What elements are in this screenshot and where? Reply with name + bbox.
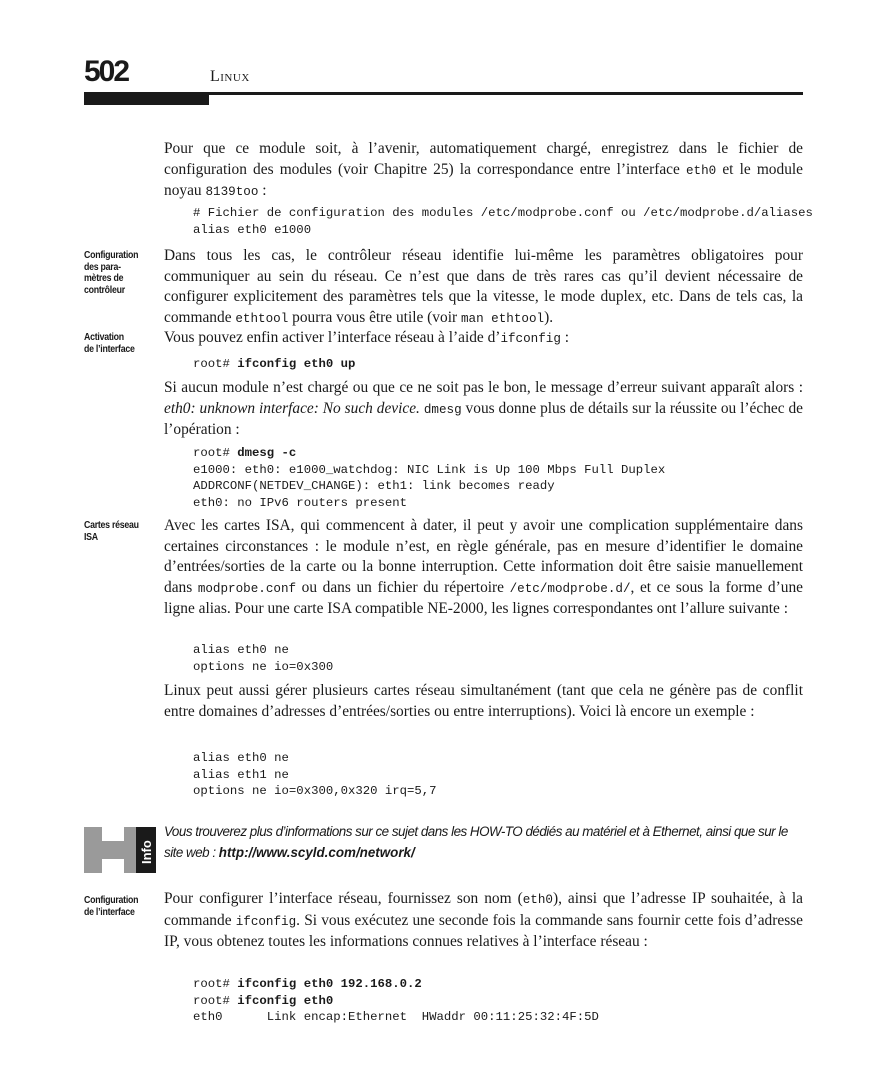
text-run: ), ainsi que l’adresse IP souhaitée, à la commande: [164, 890, 803, 929]
code-line: eth0: no IPv6 routers present: [193, 495, 408, 510]
shell-command: dmesg -c: [237, 446, 297, 460]
code-line: eth0 Link encap:Ethernet HWaddr 00:11:25:32:4F:5D: [193, 1010, 599, 1024]
code-line: [193, 356, 355, 373]
inline-code: man ethtool: [460, 311, 545, 326]
info-icon-label: Info: [139, 840, 154, 864]
paragraph-error-message: [164, 378, 803, 441]
inline-code: eth0: [522, 893, 553, 907]
margin-note-line: ISA: [84, 531, 98, 543]
margin-note-line: de l’interface: [84, 906, 135, 918]
shell-command: ifconfig eth0: [237, 993, 334, 1008]
code-block-ifconfig-ip: [193, 976, 599, 1026]
code-line: alias eth0 ne: [193, 643, 289, 657]
code-line: ADDRCONF(NETDEV_CHANGE): eth1: link becomes ready: [193, 479, 555, 493]
error-message-text: eth0: unknown interface: No such device.: [164, 399, 420, 417]
code-block-isa-alias: [193, 642, 333, 675]
inline-code: ethtool: [235, 311, 289, 326]
text-run: ).: [544, 308, 554, 326]
paragraph-module-autoload: [164, 139, 803, 203]
header-rule-block: [84, 95, 209, 105]
margin-note-isa: [84, 520, 147, 543]
info-icon: [84, 827, 156, 873]
code-line: alias eth0 e1000: [193, 222, 312, 237]
code-line: [193, 993, 599, 1010]
paragraph-activation: [164, 328, 803, 350]
shell-prompt: root#: [193, 977, 238, 991]
margin-note-line: Configuration: [84, 250, 139, 261]
running-title: Linux: [210, 68, 250, 85]
paragraph-isa-cards: [164, 516, 803, 620]
paragraph-configure-interface: [164, 889, 803, 953]
code-line: options ne io=0x300,0x320 irq=5,7: [193, 784, 437, 798]
inline-code: /etc/modprobe.d/: [509, 581, 631, 596]
code-line: [193, 445, 665, 462]
code-block-multi-alias: [193, 750, 437, 800]
shell-prompt: root#: [193, 993, 238, 1008]
margin-note-line: contrôleur: [84, 284, 125, 296]
text-run: Dans tous les cas, le contrôleur réseau identifie lui-même les paramètres obligatoires pour communiquer au sein du réseau. Ce n’est que dans de très rares cas qu’il devient nécessaire de configurer explicitement des paramètres tels que la vitesse, le mode duplex, etc. Dans de tels cas, la commande: [164, 247, 803, 326]
margin-note-line: Configuration: [84, 895, 139, 906]
code-line: alias eth1 ne: [193, 767, 289, 782]
inline-code: eth0: [685, 163, 717, 178]
text-run: vous donne plus de détails sur la réussite ou l’échec de l’opération :: [164, 399, 804, 438]
code-block-ifconfig-up: [193, 356, 355, 373]
code-line: e1000: eth0: e1000_watchdog: NIC Link is Up 100 Mbps Full Duplex: [193, 462, 666, 477]
paragraph-multiple-cards: Linux peut aussi gérer plusieurs cartes réseau simultanément (tant que cela ne génère pas de conflit entre domaines d’adresses d’entrées/sorties ou entre interruptions). Voici là encore un exemple :: [164, 682, 803, 720]
margin-note-line: Cartes réseau: [84, 520, 139, 531]
info-link[interactable]: http://www.scyld.com/network/: [218, 844, 415, 860]
text-run: , et ce sous la forme d’une ligne alias. Pour une carte ISA compatible NE-2000, les lignes correspondantes ont l’allure suivante :: [164, 578, 803, 617]
page-number: 502: [84, 55, 129, 88]
info-note-text: Vous trouverez plus d’informations sur ce sujet dans les HOW-TO dédiés au matériel et à Ethernet, ainsi que sur le site web :: [164, 824, 788, 860]
code-line: [193, 976, 599, 993]
inline-code: modprobe.conf: [197, 581, 297, 596]
margin-note-line: Activation: [84, 332, 124, 343]
inline-code: 8139too: [205, 185, 259, 199]
text-run: et le module noyau: [164, 160, 803, 199]
margin-note-activation: [84, 332, 147, 355]
text-run: Avec les cartes ISA, qui commencent à dater, il peut y avoir une complication supplémentaire dans certaines circonstances : le module n’est, en règle générale, pas en mesure d’identifier le domaine d’entrées/sorties de la carte ou la bonne interruption. Cette information doit être saisie manuellement dans: [164, 517, 803, 596]
text-run: :: [560, 329, 570, 346]
info-note: [164, 822, 809, 863]
text-run: ou dans un fichier du répertoire: [296, 578, 510, 596]
text-run: Pour que ce module soit, à l’avenir, automatiquement chargé, enregistrez dans le fichier de configuration des modules (voir Chapitre 25) la correspondance entre l’interface: [164, 140, 803, 178]
code-line: options ne io=0x300: [193, 659, 334, 674]
text-run: Vous pouvez enfin activer l’interface réseau à l’aide d’: [164, 329, 501, 346]
text-run: :: [258, 182, 267, 199]
margin-note-config-params: [84, 250, 147, 296]
code-line: # Fichier de configuration des modules /etc/modprobe.conf ou /etc/modprobe.d/aliases: [193, 206, 813, 220]
inline-code: ifconfig: [235, 914, 297, 929]
paragraph-controller-params: [164, 246, 803, 329]
shell-prompt: root#: [193, 446, 238, 460]
margin-note-config-interface: [84, 895, 147, 918]
text-run: Pour configurer l’interface réseau, fournissez son nom (: [164, 890, 523, 907]
margin-note-line: de l’interface: [84, 343, 135, 355]
shell-command: ifconfig eth0 up: [237, 357, 356, 371]
inline-code: dmesg: [423, 402, 462, 417]
code-block-modprobe: [193, 205, 813, 238]
shell-command: ifconfig eth0 192.168.0.2: [237, 977, 422, 991]
inline-code: ifconfig: [500, 332, 561, 346]
code-block-dmesg: [193, 445, 665, 511]
margin-note-line: mètres de: [84, 273, 124, 284]
text-run: Si aucun module n’est chargé ou que ce ne soit pas le bon, le message d’erreur suivant apparaît alors :: [164, 379, 803, 396]
code-line: alias eth0 ne: [193, 751, 289, 765]
text-run: pourra vous être utile (voir: [288, 308, 461, 326]
text-run: . Si vous exécutez une seconde fois la commande sans fournir cette fois d’adresse IP, vous obtenez toutes les informations connues relatives à l’interface réseau :: [164, 911, 804, 950]
margin-note-line: des para-: [84, 261, 121, 273]
shell-prompt: root#: [193, 357, 238, 371]
